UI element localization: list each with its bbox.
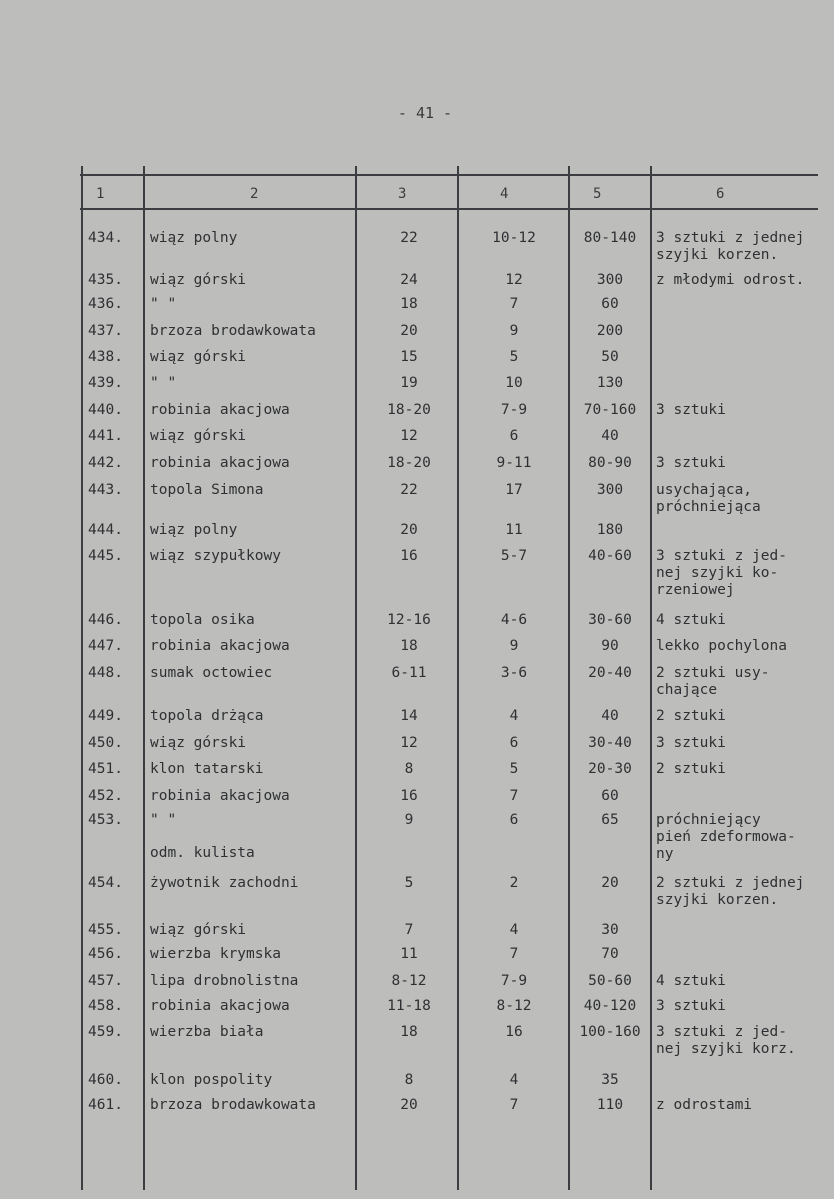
circumference-value: 30 xyxy=(601,922,619,938)
circumference-value: 60 xyxy=(601,788,619,804)
col-divider-2 xyxy=(355,166,357,1190)
row-number: 440. xyxy=(88,402,123,418)
species-name: wiąz szypułkowy xyxy=(150,548,281,564)
height-value: 18-20 xyxy=(387,455,431,471)
crown-value: 7-9 xyxy=(500,973,528,989)
row-number: 460. xyxy=(88,1072,123,1088)
height-value: 7 xyxy=(404,922,414,938)
remarks: próchniejący pień zdeformowa- ny xyxy=(656,812,796,862)
row-number: 449. xyxy=(88,708,123,724)
circumference-value: 70 xyxy=(601,946,619,962)
remarks: 3 sztuki z jed- nej szyjki korz. xyxy=(656,1024,796,1057)
circumference-value: 100-160 xyxy=(579,1024,641,1040)
remarks: usychająca, próchniejąca xyxy=(656,482,761,515)
remarks: 2 sztuki xyxy=(656,708,726,724)
row-number: 438. xyxy=(88,349,123,365)
remarks: 3 sztuki xyxy=(656,735,726,751)
species-name: topola Simona xyxy=(150,482,264,498)
height-value: 18 xyxy=(400,1024,418,1040)
remarks: 3 sztuki xyxy=(656,998,726,1014)
remarks: 3 sztuki xyxy=(656,455,726,471)
height-value: 15 xyxy=(400,349,418,365)
circumference-value: 80-90 xyxy=(588,455,632,471)
crown-value: 9 xyxy=(509,638,519,654)
row-number: 456. xyxy=(88,946,123,962)
remarks: 4 sztuki xyxy=(656,973,726,989)
species-name: sumak octowiec xyxy=(150,665,273,681)
height-value: 16 xyxy=(400,788,418,804)
crown-value: 7-9 xyxy=(500,402,528,418)
crown-value: 3-6 xyxy=(500,665,528,681)
species-name: " " xyxy=(150,296,177,312)
table-left-rule xyxy=(81,166,83,1190)
crown-value: 6 xyxy=(509,428,519,444)
species-name: robinia akacjowa xyxy=(150,638,290,654)
header-bottom-rule xyxy=(80,208,818,210)
circumference-value: 60 xyxy=(601,296,619,312)
height-value: 12-16 xyxy=(387,612,431,628)
species-name: robinia akacjowa xyxy=(150,402,290,418)
crown-value: 7 xyxy=(509,788,519,804)
crown-value: 7 xyxy=(509,946,519,962)
header-col-4: 4 xyxy=(500,186,509,202)
height-value: 22 xyxy=(400,230,418,246)
height-value: 18-20 xyxy=(387,402,431,418)
species-name: wiąz polny xyxy=(150,230,238,246)
circumference-value: 40 xyxy=(601,428,619,444)
crown-value: 5-7 xyxy=(500,548,528,564)
crown-value: 7 xyxy=(509,1097,519,1113)
species-name: wiąz górski xyxy=(150,349,247,365)
remarks: 2 sztuki z jednej szyjki korzen. xyxy=(656,875,805,908)
row-number: 461. xyxy=(88,1097,123,1113)
height-value: 8 xyxy=(404,1072,414,1088)
species-name: odm. kulista xyxy=(150,845,255,861)
height-value: 20 xyxy=(400,323,418,339)
species-name: robinia akacjowa xyxy=(150,788,290,804)
remarks: lekko pochylona xyxy=(656,638,787,654)
circumference-value: 50 xyxy=(601,349,619,365)
remarks: 3 sztuki xyxy=(656,402,726,418)
row-number: 442. xyxy=(88,455,123,471)
circumference-value: 80-140 xyxy=(583,230,637,246)
species-name: klon pospolity xyxy=(150,1072,273,1088)
circumference-value: 50-60 xyxy=(588,973,632,989)
page-number: - 41 - xyxy=(397,104,453,122)
height-value: 18 xyxy=(400,638,418,654)
crown-value: 8-12 xyxy=(496,998,532,1014)
height-value: 20 xyxy=(400,522,418,538)
header-col-3: 3 xyxy=(398,186,407,202)
height-value: 9 xyxy=(404,812,414,828)
height-value: 20 xyxy=(400,1097,418,1113)
crown-value: 10-12 xyxy=(492,230,536,246)
col-divider-5 xyxy=(650,166,652,1190)
species-name: robinia akacjowa xyxy=(150,455,290,471)
row-number: 457. xyxy=(88,973,123,989)
height-value: 11-18 xyxy=(387,998,431,1014)
circumference-value: 40-60 xyxy=(588,548,632,564)
height-value: 18 xyxy=(400,296,418,312)
crown-value: 10 xyxy=(505,375,523,391)
crown-value: 5 xyxy=(509,349,519,365)
crown-value: 9 xyxy=(509,323,519,339)
circumference-value: 40 xyxy=(601,708,619,724)
height-value: 19 xyxy=(400,375,418,391)
circumference-value: 300 xyxy=(596,482,624,498)
crown-value: 7 xyxy=(509,296,519,312)
crown-value: 11 xyxy=(505,522,523,538)
species-name: wiąz polny xyxy=(150,522,238,538)
circumference-value: 30-40 xyxy=(588,735,632,751)
circumference-value: 70-160 xyxy=(583,402,637,418)
circumference-value: 40-120 xyxy=(583,998,637,1014)
species-name: wierzba krymska xyxy=(150,946,281,962)
header-col-5: 5 xyxy=(593,186,602,202)
crown-value: 5 xyxy=(509,761,519,777)
crown-value: 4 xyxy=(509,708,519,724)
species-name: brzoza brodawkowata xyxy=(150,323,316,339)
species-name: " " xyxy=(150,375,177,391)
height-value: 5 xyxy=(404,875,414,891)
remarks: z odrostami xyxy=(656,1097,753,1113)
species-name: wiąz górski xyxy=(150,922,247,938)
row-number: 450. xyxy=(88,735,123,751)
circumference-value: 35 xyxy=(601,1072,619,1088)
circumference-value: 20 xyxy=(601,875,619,891)
col-divider-1 xyxy=(143,166,145,1190)
circumference-value: 65 xyxy=(601,812,619,828)
row-number: 435. xyxy=(88,272,123,288)
circumference-value: 110 xyxy=(596,1097,624,1113)
crown-value: 6 xyxy=(509,735,519,751)
height-value: 14 xyxy=(400,708,418,724)
crown-value: 6 xyxy=(509,812,519,828)
row-number: 453. xyxy=(88,812,123,828)
height-value: 6-11 xyxy=(391,665,427,681)
height-value: 24 xyxy=(400,272,418,288)
species-name: topola osika xyxy=(150,612,255,628)
row-number: 439. xyxy=(88,375,123,391)
height-value: 8-12 xyxy=(391,973,427,989)
remarks: z młodymi odrost. xyxy=(656,272,805,288)
crown-value: 12 xyxy=(505,272,523,288)
row-number: 459. xyxy=(88,1024,123,1040)
species-name: żywotnik zachodni xyxy=(150,875,299,891)
species-name: wiąz górski xyxy=(150,428,247,444)
crown-value: 4 xyxy=(509,1072,519,1088)
row-number: 455. xyxy=(88,922,123,938)
row-number: 437. xyxy=(88,323,123,339)
row-number: 458. xyxy=(88,998,123,1014)
header-col-1: 1 xyxy=(96,186,105,202)
circumference-value: 300 xyxy=(596,272,624,288)
circumference-value: 200 xyxy=(596,323,624,339)
circumference-value: 20-40 xyxy=(588,665,632,681)
height-value: 16 xyxy=(400,548,418,564)
height-value: 22 xyxy=(400,482,418,498)
height-value: 11 xyxy=(400,946,418,962)
row-number: 447. xyxy=(88,638,123,654)
height-value: 12 xyxy=(400,428,418,444)
row-number: 436. xyxy=(88,296,123,312)
table-top-rule xyxy=(80,174,818,176)
remarks: 3 sztuki z jednej szyjki korzen. xyxy=(656,230,805,263)
row-number: 441. xyxy=(88,428,123,444)
species-name: wierzba biała xyxy=(150,1024,264,1040)
circumference-value: 20-30 xyxy=(588,761,632,777)
crown-value: 16 xyxy=(505,1024,523,1040)
species-name: robinia akacjowa xyxy=(150,998,290,1014)
remarks: 2 sztuki xyxy=(656,761,726,777)
crown-value: 4 xyxy=(509,922,519,938)
crown-value: 9-11 xyxy=(496,455,532,471)
header-col-2: 2 xyxy=(250,186,259,202)
species-name: topola drżąca xyxy=(150,708,264,724)
row-number: 434. xyxy=(88,230,123,246)
crown-value: 4-6 xyxy=(500,612,528,628)
remarks: 2 sztuki usy- chające xyxy=(656,665,770,698)
header-col-6: 6 xyxy=(716,186,725,202)
row-number: 443. xyxy=(88,482,123,498)
species-name: lipa drobnolistna xyxy=(150,973,299,989)
row-number: 451. xyxy=(88,761,123,777)
circumference-value: 30-60 xyxy=(588,612,632,628)
height-value: 8 xyxy=(404,761,414,777)
row-number: 444. xyxy=(88,522,123,538)
crown-value: 2 xyxy=(509,875,519,891)
remarks: 4 sztuki xyxy=(656,612,726,628)
crown-value: 17 xyxy=(505,482,523,498)
row-number: 452. xyxy=(88,788,123,804)
species-name: brzoza brodawkowata xyxy=(150,1097,316,1113)
circumference-value: 180 xyxy=(596,522,624,538)
species-name: wiąz górski xyxy=(150,272,247,288)
row-number: 454. xyxy=(88,875,123,891)
circumference-value: 90 xyxy=(601,638,619,654)
remarks: 3 sztuki z jed- nej szyjki ko- rzeniowej xyxy=(656,548,787,598)
height-value: 12 xyxy=(400,735,418,751)
row-number: 448. xyxy=(88,665,123,681)
species-name: klon tatarski xyxy=(150,761,264,777)
row-number: 445. xyxy=(88,548,123,564)
circumference-value: 130 xyxy=(596,375,624,391)
species-name: " " xyxy=(150,812,177,828)
species-name: wiąz górski xyxy=(150,735,247,751)
row-number: 446. xyxy=(88,612,123,628)
